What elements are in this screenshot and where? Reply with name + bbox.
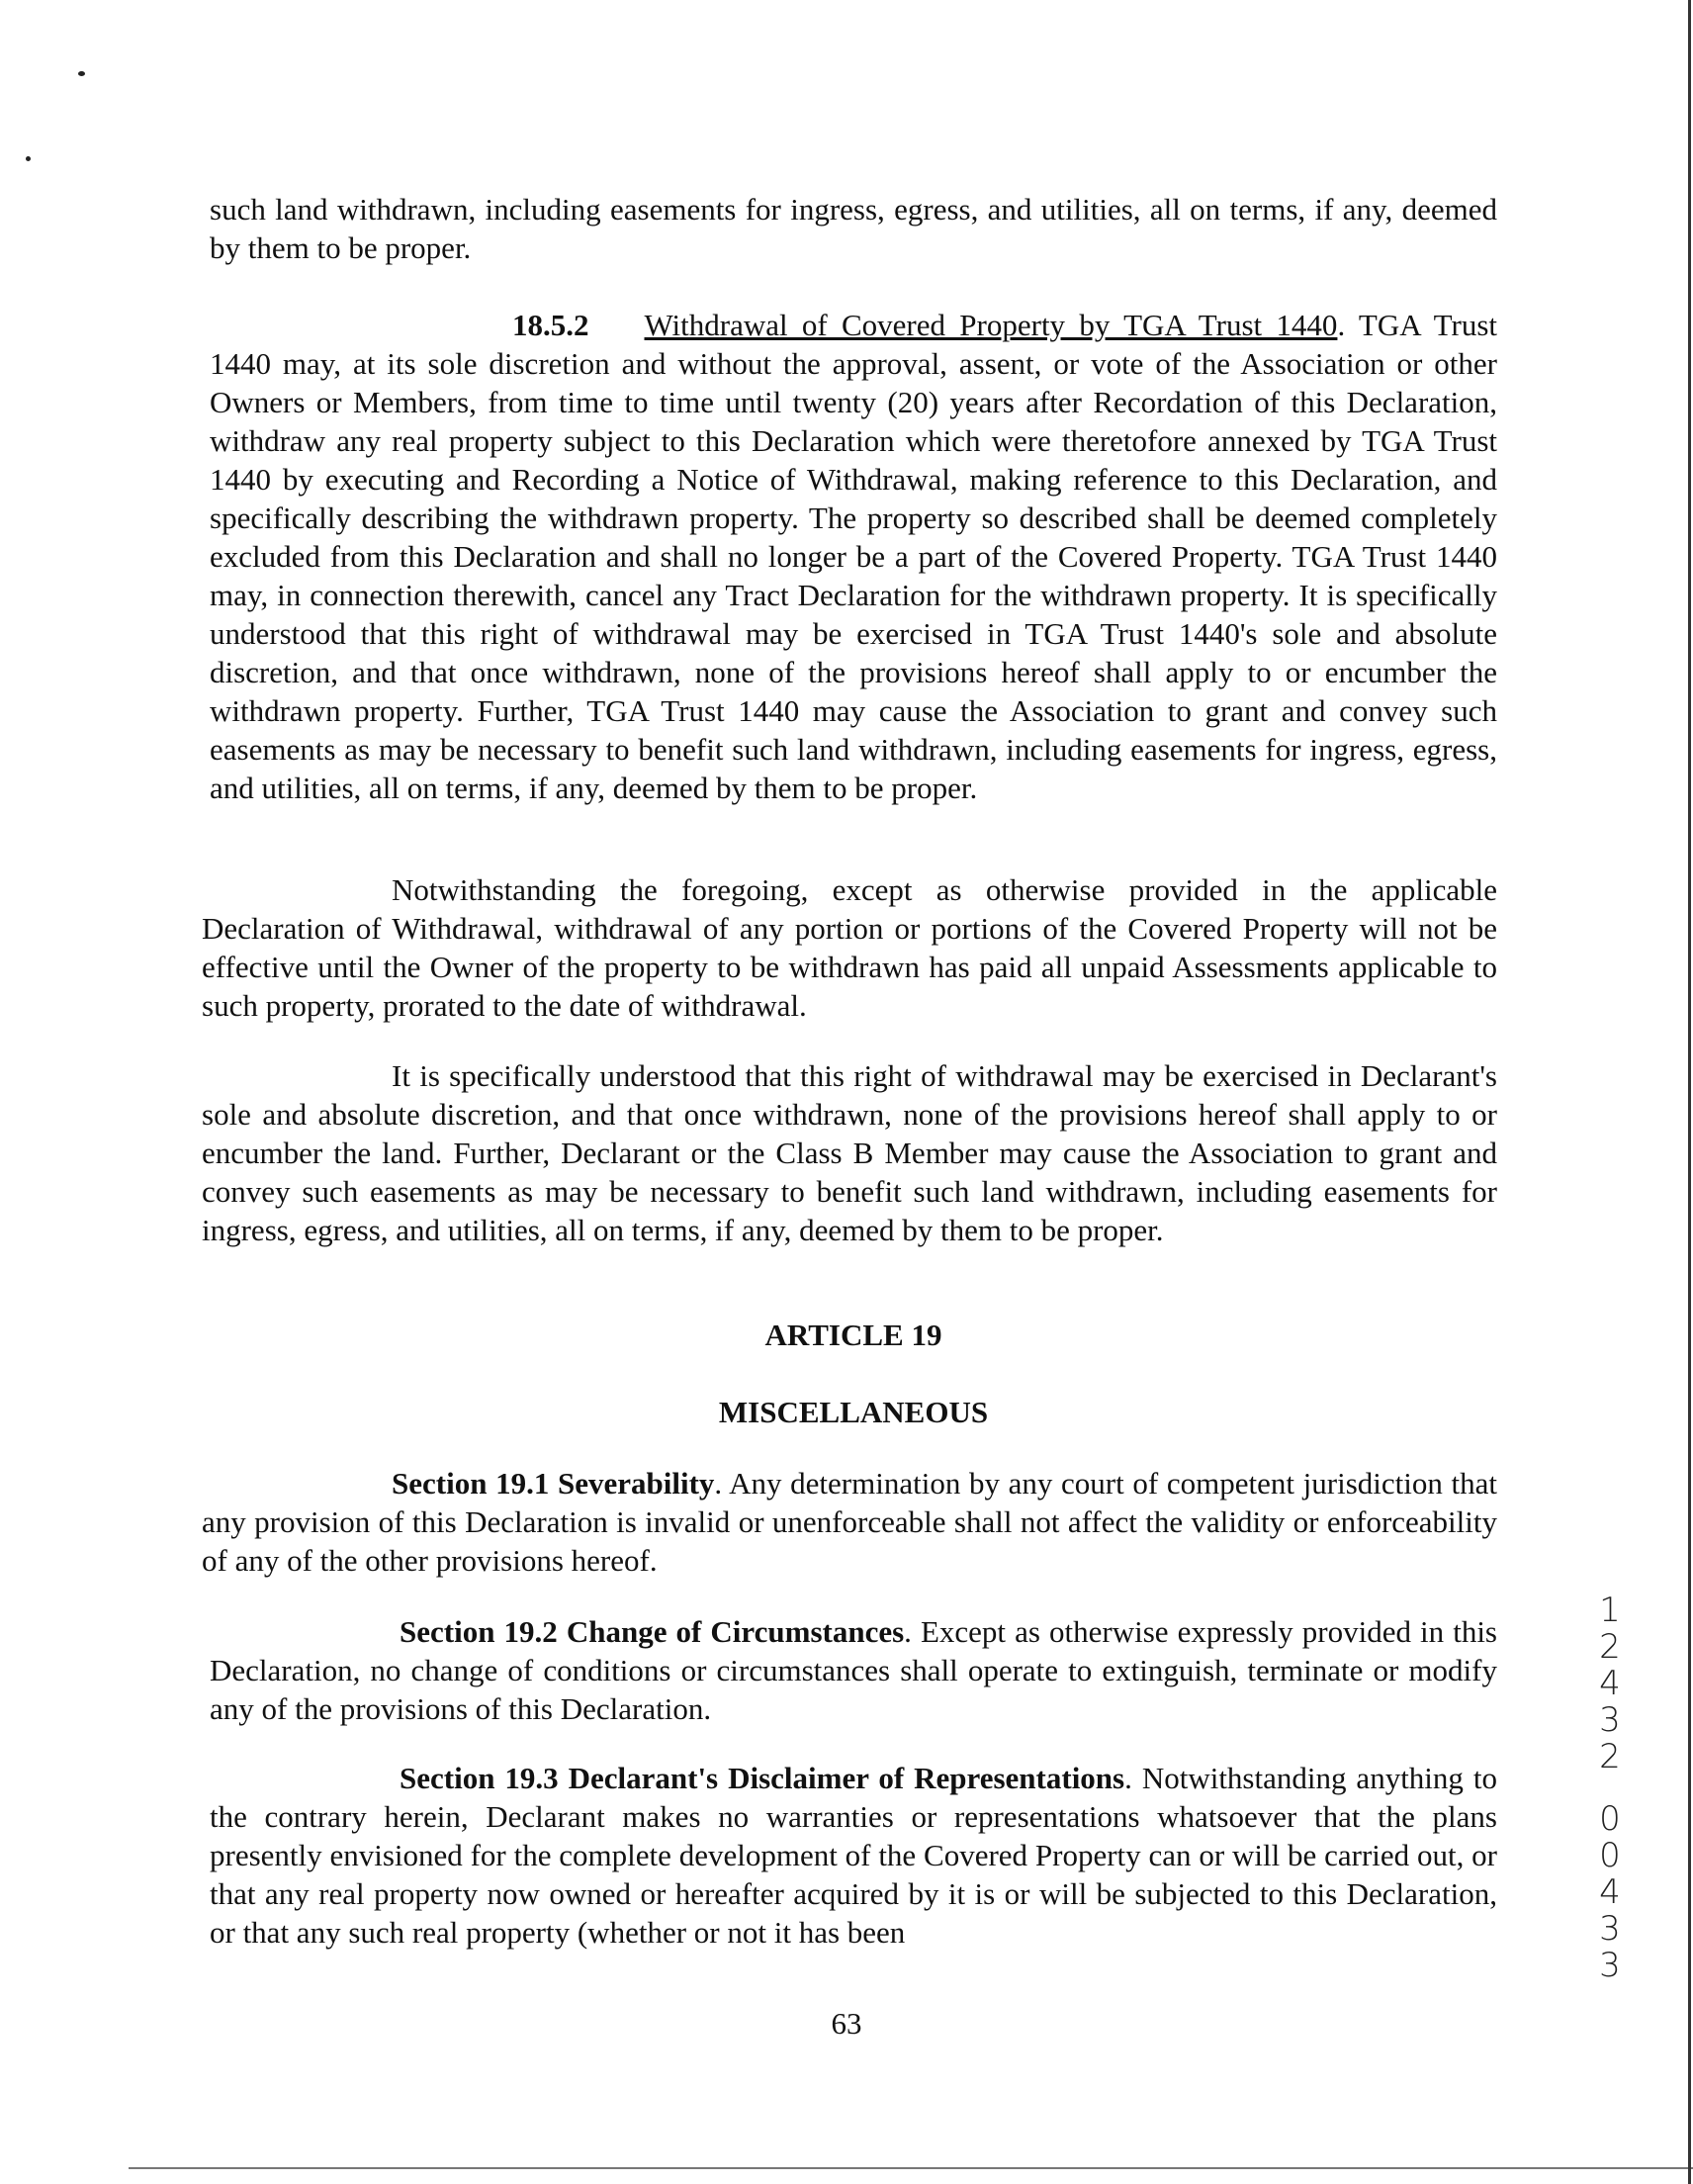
stamp-digit: 1 xyxy=(1599,1591,1621,1630)
section-19-2-body: . Except as otherwise expressly provided in this Declaration, no change of conditions or circumstances shall operate to extinguish, terminate or modify any of the provisions of this Declaration. xyxy=(210,1614,1497,1726)
stamp-digit: 0 xyxy=(1599,1799,1621,1839)
scan-speck-dot xyxy=(26,156,31,161)
section-number-18-5-2: 18.5.2 xyxy=(512,308,589,342)
margin-recording-stamp xyxy=(1590,1592,1630,1984)
section-19-3-body: . Notwithstanding anything to the contrary herein, Declarant makes no warranties or representations whatsoever that the plans presently envisioned for the complete development of the Covered Property can or will be carried out, or that any real property now owned or hereafter acquired by it is or will be subjected to this Declaration, or that any such real property (whether or not it has been xyxy=(210,1761,1497,1950)
section-19-3-title: Section 19.3 Declarant's Disclaimer of Representations xyxy=(400,1761,1125,1795)
stamp-digit: 3 xyxy=(1599,1946,1621,1985)
paragraph-continuation: such land withdrawn, including easements for ingress, egress, and utilities, all on terms, if any, deemed by them to be proper. xyxy=(210,192,1497,265)
section-19-2-title: Section 19.2 Change of Circumstances xyxy=(400,1614,905,1649)
stamp-digit: 4 xyxy=(1599,1664,1621,1703)
stamp-digit: 3 xyxy=(1599,1700,1621,1740)
paragraph-declarant-withdrawal: It is specifically understood that this right of withdrawal may be exercised in Declarant's sole and absolute discretion, and that once withdrawn, none of the provisions hereof shall apply to or encumber the land. Further, Declarant or the Class B Member may cause the Association to grant and convey such easements as may be necessary to benefit such land withdrawn, including easements for ingress, egress, and utilities, all on terms, if any, deemed by them to be proper. xyxy=(202,1058,1497,1247)
section-19-1-body: . Any determination by any court of competent jurisdiction that any provision of this Declaration is invalid or unenforceable shall not affect the validity or enforceability of any of the other provisions hereof. xyxy=(202,1466,1497,1578)
section-19-3 xyxy=(210,1759,1497,1952)
section-title-18-5-2: Withdrawal of Covered Property by TGA Trust 1440 xyxy=(644,308,1338,342)
stamp-digit: 0 xyxy=(1599,1836,1621,1875)
section-19-1 xyxy=(202,1464,1497,1580)
page-number: 63 xyxy=(831,2006,862,2041)
article-subtitle: MISCELLANEOUS xyxy=(718,1395,989,1429)
scan-speck-dot xyxy=(78,71,85,76)
stamp-digit: 2 xyxy=(1599,1627,1621,1667)
paragraph-18-5-2 xyxy=(210,306,1497,807)
stamp-digit: 4 xyxy=(1599,1872,1621,1912)
right-scan-edge xyxy=(1688,0,1691,2184)
article-title: ARTICLE 19 xyxy=(764,1318,942,1352)
section-19-1-title: Section 19.1 Severability xyxy=(392,1466,715,1501)
bottom-scan-rule xyxy=(129,2167,1693,2169)
stamp-digit: 2 xyxy=(1599,1737,1621,1776)
section-19-2 xyxy=(210,1612,1497,1728)
stamp-gap xyxy=(1590,1775,1630,1801)
stamp-digit: 3 xyxy=(1599,1909,1621,1949)
paragraph-notwithstanding: Notwithstanding the foregoing, except as otherwise provided in the applicable Declaration of Withdrawal, withdrawal of any portion or portions of the Covered Property will not be effective until the Owner of the property to be withdrawn has paid all unpaid Assessments applicable to such property, prorated to the date of withdrawal. xyxy=(202,872,1497,1023)
section-body-18-5-2: . TGA Trust 1440 may, at its sole discretion and without the approval, assent, or vote of the Association or other Owners or Members, from time to time until twenty (20) years after Recordation of this Declaration, withdraw any real property subject to this Declaration which were theretofore annexed by TGA Trust 1440 by executing and Recording a Notice of Withdrawal, making reference to this Declaration, and specifically describing the withdrawn property. The property so described shall be deemed completely excluded from this Declaration and shall no longer be a part of the Covered Property. TGA Trust 1440 may, in connection therewith, cancel any Tract Declaration for the withdrawn property. It is specifically understood that this right of withdrawal may be exercised in TGA Trust 1440's sole and absolute discretion, and that once withdrawn, none of the provisions hereof shall apply to or encumber the withdrawn property. Further, TGA Trust 1440 may cause the Association to grant and convey such easements as may be necessary to benefit such land withdrawn, including easements for ingress, egress, and utilities, all on terms, if any, deemed by them to be proper. xyxy=(210,308,1497,805)
